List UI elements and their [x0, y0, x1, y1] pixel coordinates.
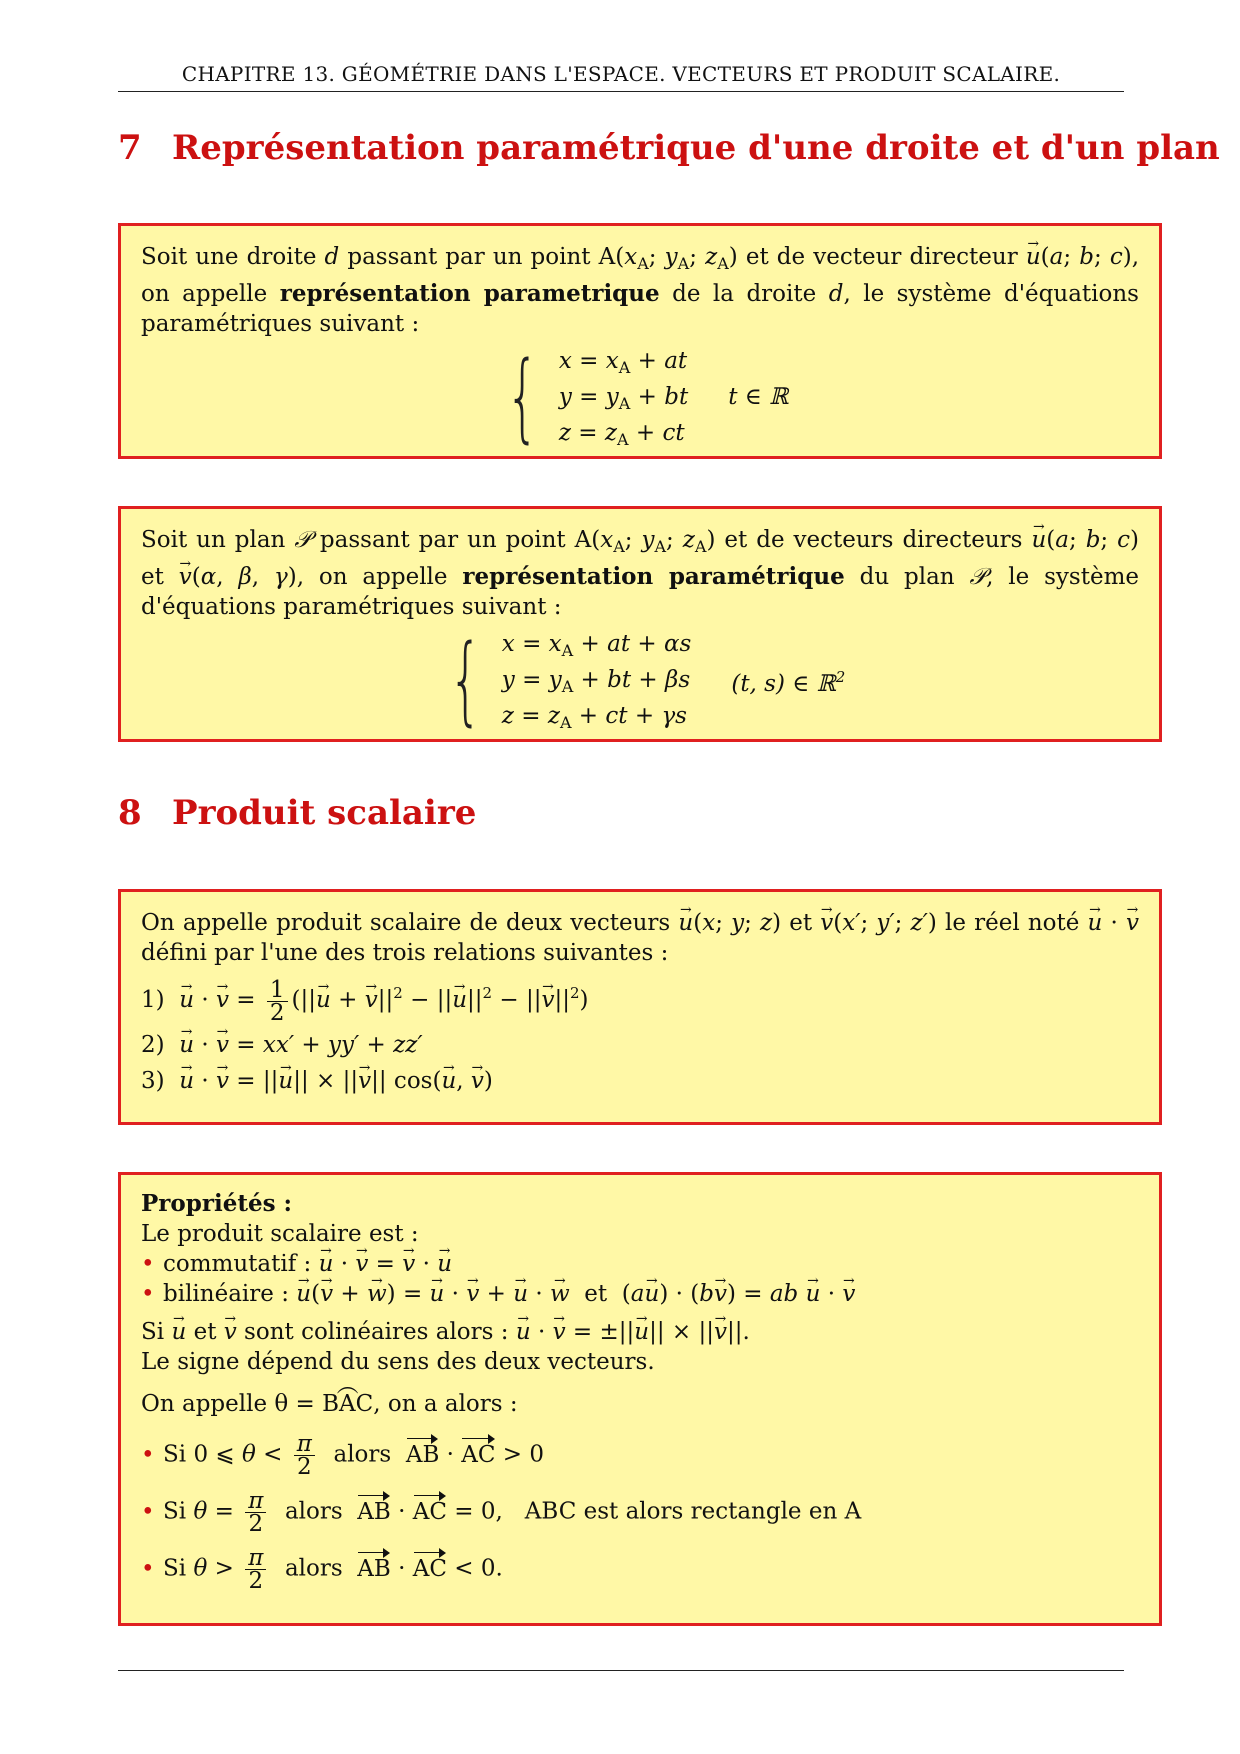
properties-box: [118, 1172, 1162, 1626]
header-rule: [118, 91, 1124, 92]
case-acute: • Si 0 ⩽ θ < $\frac{\pi}{2}$ alors AB · AC > 0: [141, 1431, 545, 1480]
sign-note: Le signe dépend du sens des deux vecteurs.: [141, 1349, 655, 1375]
section-7-title: [118, 128, 1220, 168]
section-number: 7: [118, 128, 142, 168]
properties-intro: Le produit scalaire est :: [141, 1221, 419, 1247]
definition-text: Soit un plan 𝒫 passant par un point $A(x_A$; $y_A$; $z_A$) et de vecteurs directeurs → u(a; b; c) et → v(α, β, γ), on appelle représentation paramétrique du plan 𝒫, le système d'équations paramétriques suivant :: [141, 525, 1139, 622]
case-right: • Si θ = $\frac{\pi}{2}$ alors AB · AC = 0, ABC est alors rectangle en A: [141, 1488, 862, 1537]
case-obtuse: • Si θ > $\frac{\pi}{2}$ alors AB · AC < 0.: [141, 1545, 503, 1594]
colinear-property: Si → u et → v sont colinéaires alors : → u · → v = ±||→ u|| × ||→ v||.: [141, 1317, 1139, 1347]
section-title-text: Produit scalaire: [172, 793, 477, 833]
relation-3: 3) → u · → v = ||→ u|| × ||→ v|| cos(→ u, → v): [141, 1066, 1139, 1096]
parameter-domain: (t, s) ∈ ℝ$^2$: [731, 667, 846, 697]
property-commutatif: • commutatif : → u · → v = → v · → u: [141, 1249, 1139, 1279]
page-header: CHAPITRE 13. GÉOMÉTRIE DANS L'ESPACE. VECTEURS ET PRODUIT SCALAIRE.: [181, 62, 1061, 86]
section-8-title: [118, 793, 476, 833]
section-number: 8: [118, 793, 142, 833]
footer-rule: [118, 1670, 1124, 1671]
parametric-system-plan: { $x = x_A$ + at + αs $y = y_A$ + bt + βs $z = z_A$ + ct + γs (t, s) ∈ ℝ$^2$: [448, 624, 846, 736]
theta-definition: On appelle θ = ︵ BAC, on a alors :: [141, 1389, 1139, 1419]
definition-box-produit-scalaire: [118, 889, 1162, 1125]
definition-box-plan: [118, 506, 1162, 742]
definition-text: Soit une droite d passant par un point $A(x_A$; $y_A$; $z_A$) et de vecteur directeur → u(a; b; c), on appelle représentation parametrique de la droite d, le système d'équations paramétriques suivant :: [141, 242, 1139, 339]
property-bilineaire: • bilinéaire : → u(→ v + → w) = → u · → v + → u · → w et (a→ u) · (b→ v) = ab → u · → v: [141, 1279, 1139, 1309]
properties-title: Propriétés :: [141, 1190, 293, 1217]
section-title-text: Représentation paramétrique d'une droite et d'un plan: [172, 128, 1220, 168]
definition-box-droite: [118, 223, 1162, 459]
relation-2: 2) → u · → v = xx′ + yy′ + zz′: [141, 1030, 1139, 1060]
brace-icon: {: [505, 341, 540, 453]
definition-text: On appelle produit scalaire de deux vecteurs → u(x; y; z) et → v(x′; y′; z′) le réel noté → u · → v défini par l'une des trois relations suivantes :: [141, 908, 1139, 968]
parameter-domain: t ∈ ℝ: [728, 384, 789, 410]
relation-1: 1) → u · → v = $\frac{1}{2}$ (||→ u + → $v||^2$ − ||→ $u||^2$ − ||→ $v||^2$): [141, 978, 1139, 1024]
brace-icon: {: [448, 624, 483, 736]
parametric-system-droite: { $x = x_A$ + at $y = y_A$ + bt $z = z_A$ + ct t ∈ ℝ: [505, 341, 789, 453]
